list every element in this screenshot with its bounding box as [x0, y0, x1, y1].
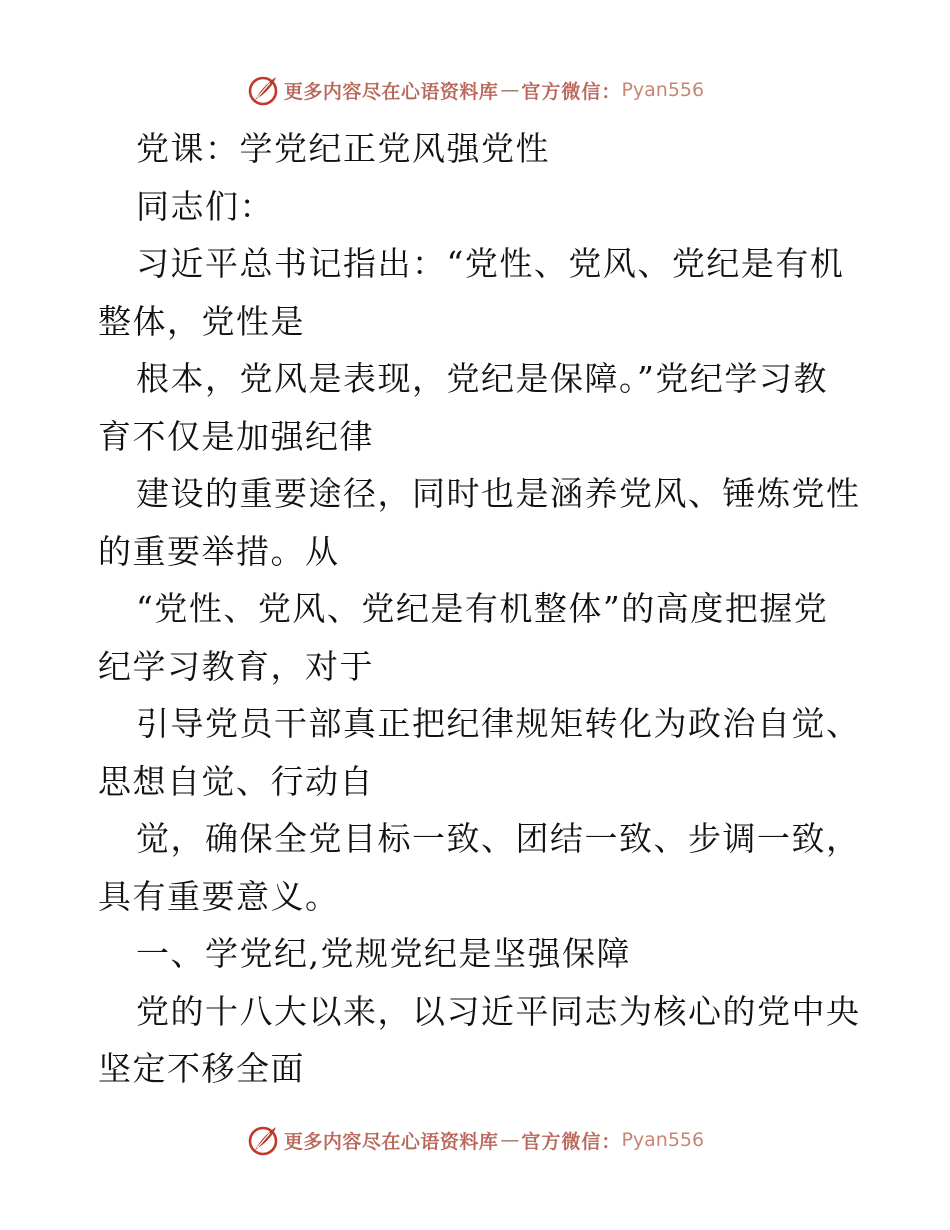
- document-line: 党课：学党纪正党风强党性: [136, 129, 550, 168]
- document-line: 思想自觉、行动自: [98, 761, 374, 801]
- document-line: 坚定不移全面: [98, 1049, 305, 1088]
- watermark-official-label: 官方微信：: [521, 80, 622, 103]
- header-watermark: [0, 72, 950, 108]
- document-line: 党的十八大以来，以习近平同志为核心的党中央: [136, 991, 861, 1031]
- document-line: 育不仅是加强纪律: [98, 416, 374, 456]
- watermark-official-label: 官方微信：: [521, 1130, 622, 1153]
- document-line: 整体，党性是: [98, 301, 305, 341]
- document-line: 根本，党风是表现，党纪是保障。”党纪学习教: [136, 359, 828, 398]
- document-line: 同志们：: [136, 186, 274, 226]
- watermark-wechat-id: Pyan556: [621, 79, 705, 101]
- document-line: 习近平总书记指出：“党性、党风、党纪是有机: [136, 244, 845, 283]
- watermark-site-text: 更多内容尽在心语资料库: [283, 1130, 499, 1153]
- document-line: 引导党员干部真正把纪律规矩转化为政治自觉、: [136, 704, 861, 743]
- watermark-dash: —: [500, 79, 520, 101]
- document-line: 纪学习教育，对于: [98, 646, 374, 686]
- document-line: 觉，确保全党目标一致、团结一致、步调一致，: [136, 819, 861, 858]
- watermark-wechat-id: Pyan556: [621, 1129, 705, 1151]
- watermark-dash: —: [500, 1129, 520, 1151]
- document-body: [98, 120, 861, 1098]
- document-line: 建设的重要途径，同时也是涵养党风、锤炼党性: [136, 474, 861, 513]
- footer-watermark: [0, 1122, 950, 1158]
- watermark-site-text: 更多内容尽在心语资料库: [283, 80, 499, 103]
- document-line: 一、学党纪,党规党纪是坚强保障: [136, 934, 631, 973]
- feather-pen-logo-icon: [246, 1123, 280, 1157]
- document-line: 的重要举措。从: [98, 531, 340, 571]
- feather-pen-logo-icon: [246, 73, 280, 107]
- document-line: 具有重要意义。: [98, 876, 340, 916]
- document-line: “党性、党风、党纪是有机整体”的高度把握党: [136, 589, 829, 628]
